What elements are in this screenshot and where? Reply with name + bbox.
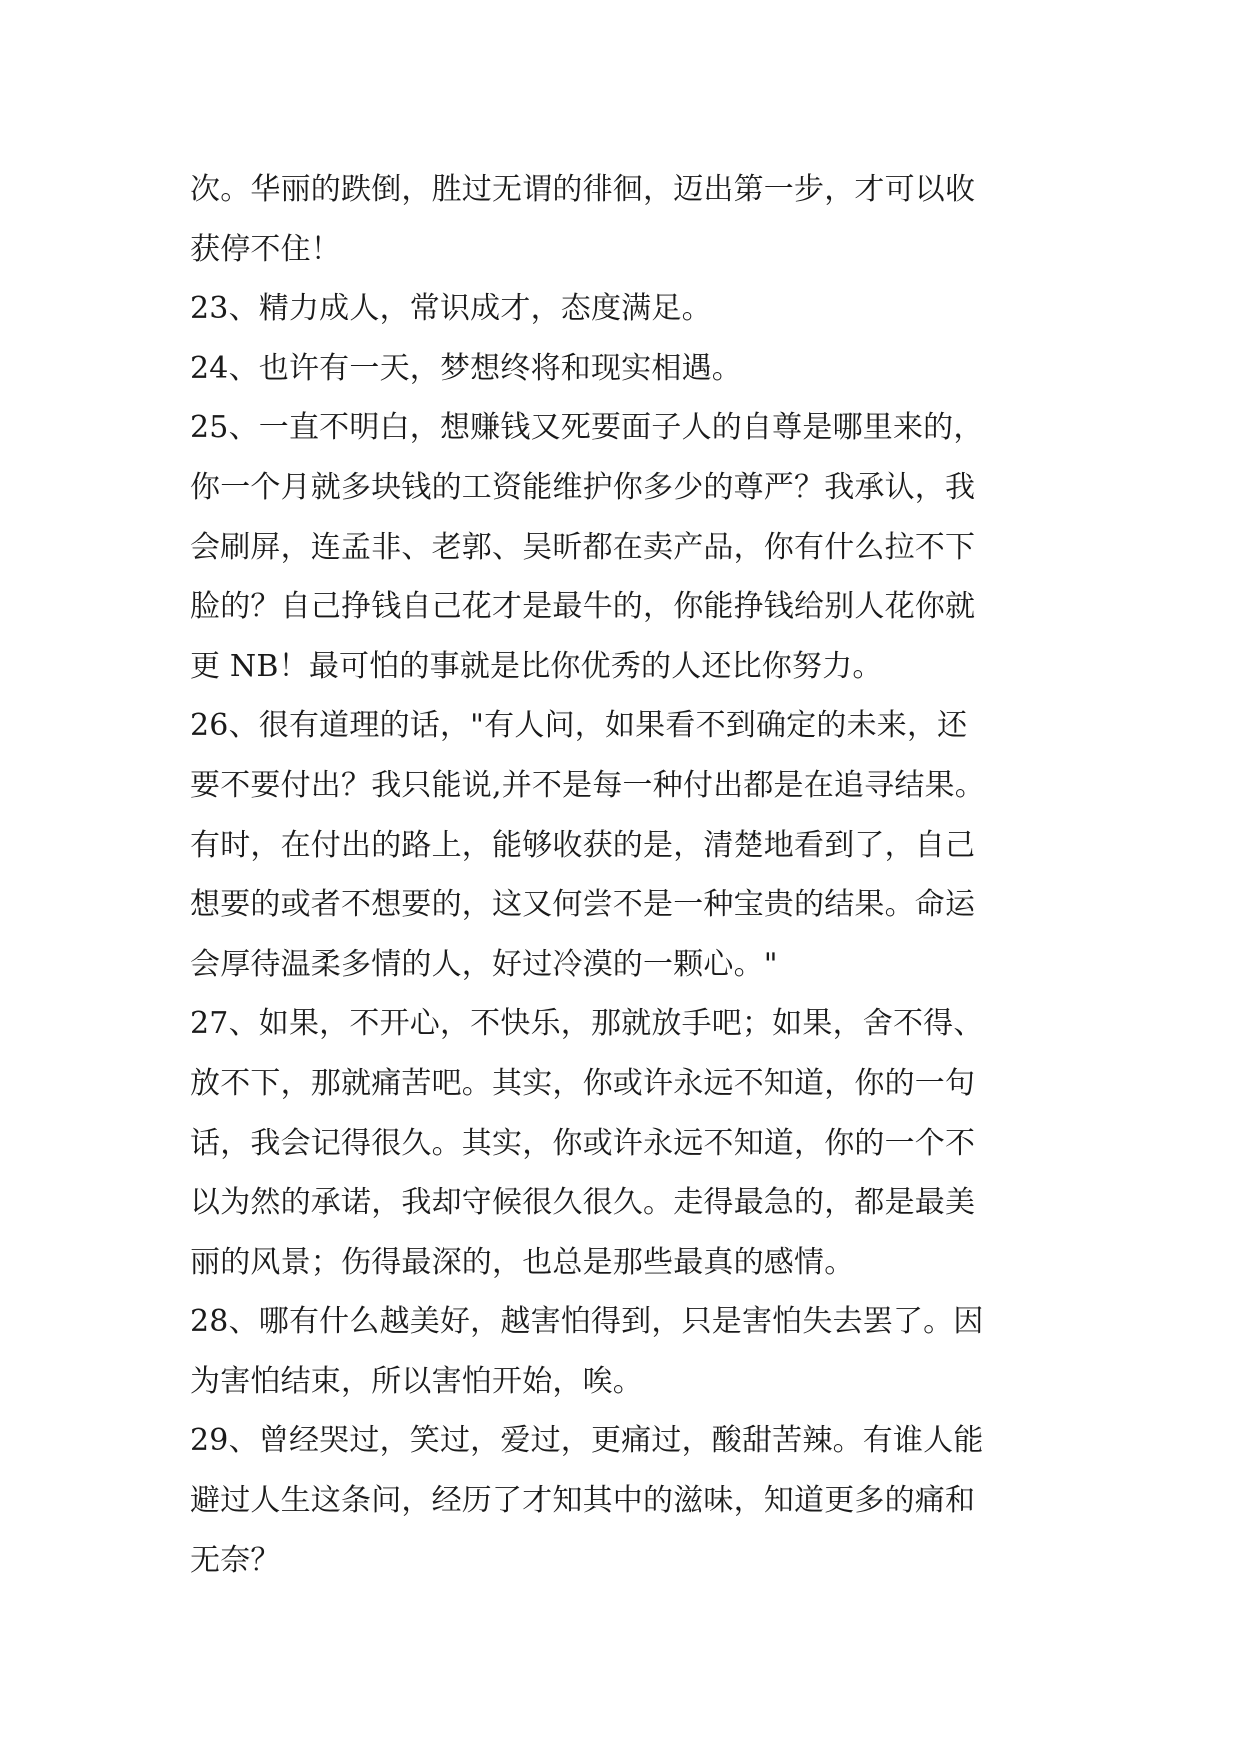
text-line: 有时，在付出的路上，能够收获的是，清楚地看到了，自己: [190, 827, 976, 863]
text-line: 24、也许有一天，梦想终将和现实相遇。: [190, 350, 742, 386]
text-line: 想要的或者不想要的，这又何尝不是一种宝贵的结果。命运: [190, 887, 976, 923]
text-line: 避过人生这条问，经历了才知其中的滋味，知道更多的痛和: [190, 1483, 976, 1519]
text-line: 29、曾经哭过，笑过，爱过，更痛过，酸甜苦辣。有谁人能: [190, 1423, 984, 1459]
text-line: 会厚待温柔多情的人，好过冷漠的一颗心。": [190, 946, 778, 982]
text-line: 丽的风景；伤得最深的，也总是那些最真的感情。: [190, 1244, 855, 1280]
text-line: 要不要付出？我只能说,并不是每一种付出都是在追寻结果。: [190, 767, 985, 803]
text-line: 次。华丽的跌倒，胜过无谓的徘徊，迈出第一步，才可以收: [190, 172, 976, 207]
text-line: 28、哪有什么越美好，越害怕得到，只是害怕失去罢了。因: [190, 1304, 984, 1340]
text-line: 无奈？: [190, 1542, 281, 1578]
text-line: 更 NB！最可怕的事就是比你优秀的人还比你努力。: [190, 648, 883, 684]
text-line: 会刷屏，连孟非、老郭、吴昕都在卖产品，你有什么拉不下: [190, 529, 976, 565]
text-line: 23、精力成人，常识成才，态度满足。: [190, 291, 712, 327]
text-line: 26、很有道理的话，"有人问，如果看不到确定的未来，还: [190, 708, 968, 744]
text-line: 你一个月就多块钱的工资能维护你多少的尊严？我承认，我: [190, 469, 976, 505]
text-line: 为害怕结束，所以害怕开始，唉。: [190, 1363, 643, 1399]
text-line: 25、一直不明白，想赚钱又死要面子人的自尊是哪里来的，: [190, 410, 984, 446]
text-line: 放不下，那就痛苦吧。其实，你或许永远不知道，你的一句: [190, 1065, 976, 1101]
text-line: 脸的？自己挣钱自己花才是最牛的，你能挣钱给别人花你就: [190, 589, 976, 625]
text-line: 话，我会记得很久。其实，你或许永远不知道，你的一个不: [190, 1125, 976, 1161]
text-line: 27、如果，不开心，不快乐，那就放手吧；如果，舍不得、: [190, 1006, 984, 1042]
text-line: 以为然的承诺，我却守候很久很久。走得最急的，都是最美: [190, 1185, 976, 1221]
text-line: 获停不住！: [190, 231, 341, 267]
document-body: [190, 160, 1070, 1590]
